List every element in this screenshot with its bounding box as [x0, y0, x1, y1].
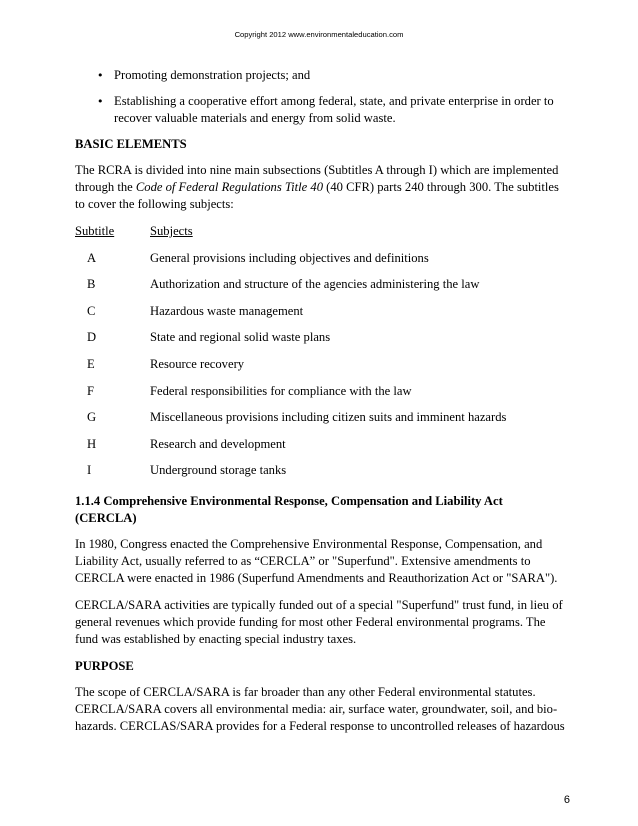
copyright-header: Copyright 2012 www.environmentaleducation.com: [234, 30, 404, 39]
subtitle-cell: C: [87, 303, 96, 318]
table-row: [75, 303, 567, 330]
bullet-item: • Establishing a cooperative effort among federal, state, and private enterprise in order to recover valuable materials and energy from solid waste.: [75, 93, 567, 127]
subtitle-column-header: Subtitle: [75, 224, 115, 238]
subject-cell: Federal responsibilities for compliance with the law: [150, 383, 412, 398]
subtitle-cell: H: [87, 436, 97, 451]
table-row: [75, 329, 567, 356]
table-header-row: [75, 223, 567, 250]
subject-cell: Authorization and structure of the agencies administering the law: [150, 277, 480, 292]
table-row: [75, 409, 567, 436]
subject-cell: Hazardous waste management: [150, 303, 304, 318]
bullet-list: [75, 67, 567, 127]
subtitle-table: [75, 223, 567, 489]
page-content: [75, 67, 567, 745]
subtitle-cell: F: [87, 383, 95, 398]
table-row: [75, 436, 567, 463]
subject-cell: General provisions including objectives and definitions: [150, 250, 429, 265]
paragraph-text: (40 CFR) parts 240 through 300. The subtitles to cover the following subjects:: [75, 180, 559, 211]
subject-cell: Research and development: [150, 436, 286, 451]
basic-elements-paragraph: [75, 162, 567, 213]
bullet-item: • Promoting demonstration projects; and: [75, 67, 567, 84]
cercla-paragraph: In 1980, Congress enacted the Comprehensive Environmental Response, Compensation, and Liability Act, usually referred to as “CERCLA” or "Superfund". Extensive amendments to CERCLA were enacted in 1986 (Superfund Amendments and Reauthorization Act or "SARA").: [75, 536, 558, 585]
subtitle-cell: B: [87, 277, 96, 292]
table-row: [75, 356, 567, 383]
cercla-funding-paragraph: CERCLA/SARA activities are typically funded out of a special "Superfund" trust fund, in lieu of general revenues which provide funding for most other Federal environmental programs. The fund was established by enacting special industry taxes.: [75, 597, 563, 646]
paragraph-text: The RCRA is divided into nine main subsections (Subtitles A through I) which are implemented through the: [75, 163, 559, 194]
subtitle-cell: E: [87, 356, 95, 371]
subject-cell: Underground storage tanks: [150, 463, 287, 478]
subjects-column-header: Subjects: [150, 224, 193, 238]
table-row: [75, 383, 567, 410]
page-number: 6: [563, 794, 570, 806]
cercla-heading: 1.1.4 Comprehensive Environmental Response, Compensation and Liability Act (CERCLA): [75, 493, 503, 525]
table-row: [75, 276, 567, 303]
subtitle-cell: I: [87, 463, 92, 478]
table-row: [75, 462, 567, 489]
subject-cell: Miscellaneous provisions including citizen suits and imminent hazards: [150, 410, 507, 425]
purpose-paragraph: The scope of CERCLA/SARA is far broader than any other Federal environmental statutes. CERCLA/SARA covers all environmental media: air, surface water, groundwater, soil, and bio-hazards. CERCLAS/SARA provides for a Federal response to uncontrolled releases of hazardous: [75, 684, 565, 733]
subtitle-cell: D: [87, 330, 97, 345]
subtitle-cell: G: [87, 410, 97, 425]
purpose-heading: PURPOSE: [75, 658, 134, 673]
basic-elements-heading: BASIC ELEMENTS: [75, 137, 187, 151]
table-row: [75, 250, 567, 277]
cfr-title: Code of Federal Regulations Title 40: [135, 180, 324, 194]
subtitle-cell: A: [87, 250, 97, 265]
subject-cell: State and regional solid waste plans: [150, 330, 331, 345]
subject-cell: Resource recovery: [150, 356, 245, 371]
